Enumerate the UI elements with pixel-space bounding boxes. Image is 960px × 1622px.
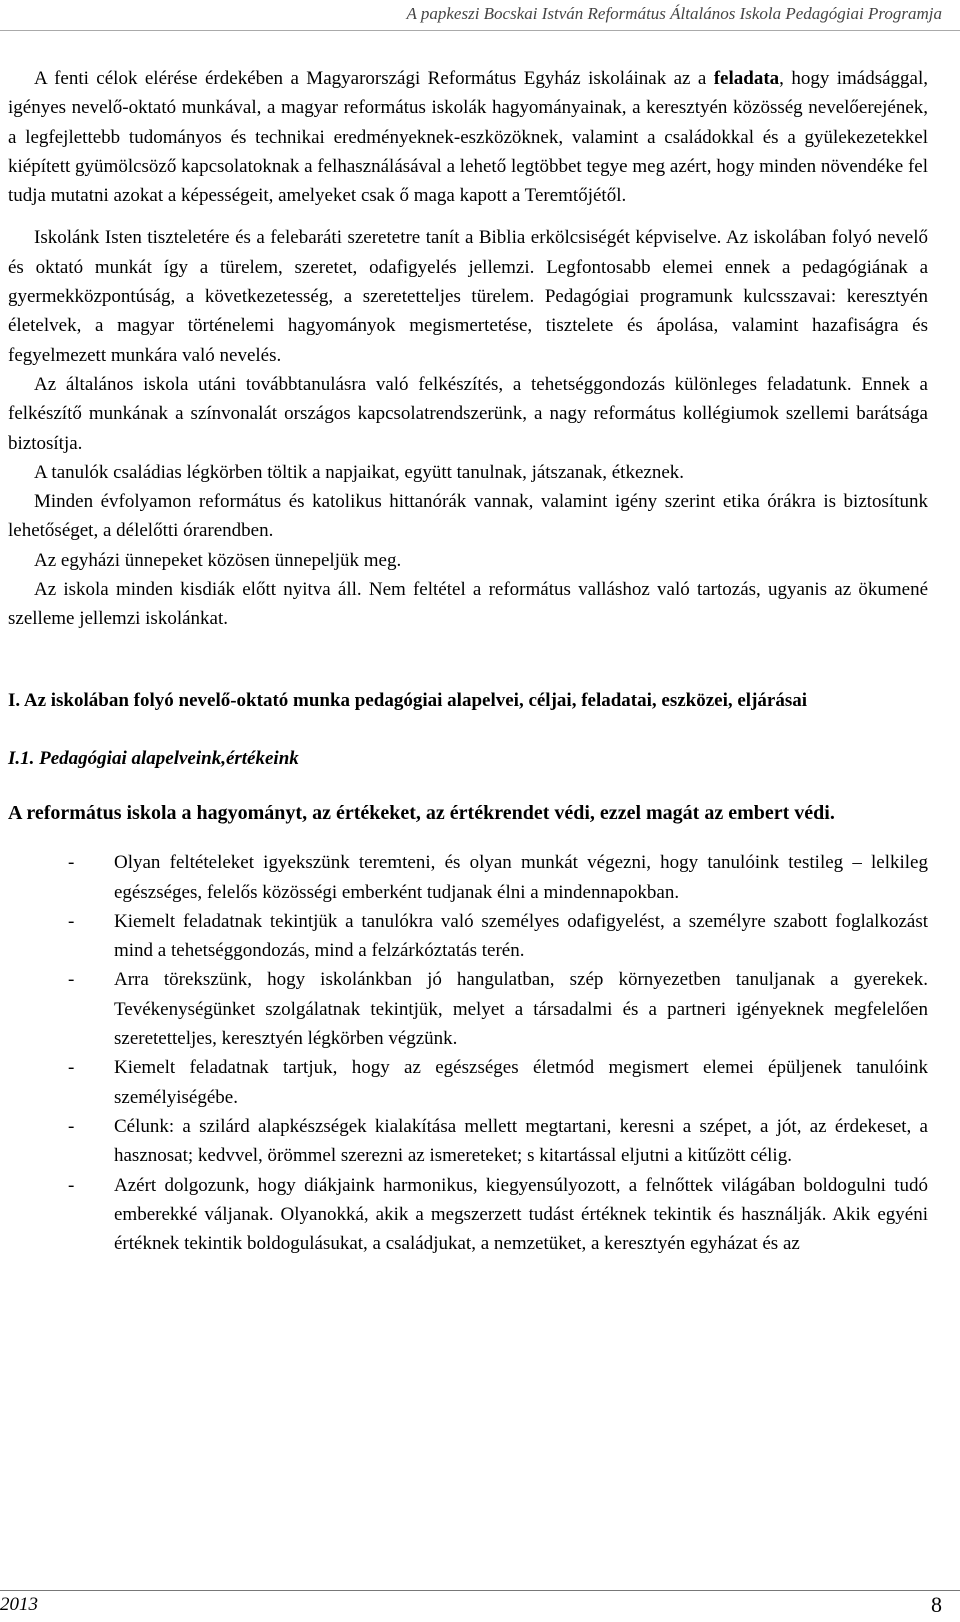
list-item-text: Célunk: a szilárd alapkészségek kialakítása mellett megtartani, keresni a szépet, a jót, az érdekeset, a hasznosat; kedvvel, örömmel szerezni az ismereteket; s kitartással eljutni a kitűzött célig. (114, 1115, 928, 1167)
footer-divider (0, 1590, 960, 1591)
section-heading: I. Az iskolában folyó nevelő-oktató munka pedagógiai alapelvei, céljai, feladatai, eszközei, eljárásai (8, 689, 808, 711)
list-dash: - (68, 910, 75, 932)
paragraph-goals-text-a: A fenti célok elérése érdekében a Magyarországi Református Egyház iskoláinak az a (34, 68, 707, 89)
list-dash: - (68, 969, 75, 991)
paragraph-family-atmosphere: A tanulók családias légkörben töltik a napjaikat, együtt tanulnak, játszanak, étkeznek. (34, 461, 685, 483)
list-item-text: Olyan feltételeket igyekszünk teremteni, és olyan munkát végezni, hogy tanulóink testileg – lelkileg egészséges, felelős közösségi emberként tudjanak élni a mindennapokban. (114, 852, 928, 903)
list-item (8, 1053, 928, 1112)
paragraph-further-education: Az általános iskola utáni továbbtanulásra való felkészítés, a tehetséggondozás különleges feladatunk. Ennek a felkészítő munkának a színvonalát országos kapcsolatrendszerünk, a nagy református kollégiumok szellemi barátsága biztosítja. (8, 373, 928, 454)
paragraph-goals (8, 64, 928, 210)
header-divider (0, 30, 960, 31)
paragraph-open-school: Az iskola minden kisdiák előtt nyitva áll. Nem feltétel a református valláshoz való tartozás, ugyanis az ökumené szelleme jellemzi iskolánkat. (8, 579, 928, 630)
list-item (8, 907, 928, 966)
paragraph-values: Iskolánk Isten tiszteletére és a felebaráti szeretetre tanít a Biblia erkölcsiségét képviselve. Az iskolában folyó nevelő és oktató munkát így a türelem, szeretet, odafigyelés jellemzi. Legfontosabb elemei ennek a pedagógiának a gyermekközpontúság, a következetesség, a szeretetteljes türelem. Pedagógiai programunk kulcsszavai: keresztyén életelvek, a magyar történelemi hagyományok megismertetése, tisztelete és ápolása, valamint hazafiságra és fegyelmezett munkára való nevelés. (8, 227, 928, 366)
paragraph-goals-text-b: , hogy imádsággal, igényes nevelő-oktató munkával, a magyar református iskolák hagyományainak, a keresztyén közösség nevelőerejének, a legfejlettebb tudományos és technikai eredményeknek-eszközöknek, valamint a családokkal és a gyülekezetekkel kiépített gyümölcsöző kapcsolatoknak a felhasználásával a lehető legtöbbet tegye meg azért, hogy minden növendéke fel tudja mutatni azokat a képességeit, amelyeket csak ő maga kapott a Teremtőjétől. (8, 68, 929, 207)
paragraph-religion-classes: Minden évfolyamon református és katolikus hittanórák vannak, valamint igény szerint etika órákra is biztosítunk lehetőséget, a délelőtti órarendben. (8, 491, 928, 542)
list-item (8, 1171, 928, 1259)
subsection-heading: I.1. Pedagógiai alapelveink,értékeink (8, 747, 299, 769)
list-item (8, 848, 928, 907)
list-item-text: Arra törekszünk, hogy iskolánkban jó hangulatban, szép környezetben tanuljanak a gyerekek. Tevékenységünket szolgálatnak tekintjük, melyet a társadalmi és a partneri igényeknek megfelelően szeretetteljes, keresztyén légkörben végzünk. (114, 969, 928, 1050)
list-dash: - (68, 852, 75, 874)
list-dash: - (68, 1057, 75, 1079)
page-header-title: A papkeszi Bocskai István Református Általános Iskola Pedagógiai Programja (406, 4, 942, 23)
principles-list (8, 848, 928, 1258)
lead-statement: A református iskola a hagyományt, az értékeket, az értékrendet védi, ezzel magát az embert védi. (8, 801, 835, 824)
list-dash: - (68, 1115, 75, 1137)
list-dash: - (68, 1174, 75, 1196)
paragraph-holidays: Az egyházi ünnepeket közösen ünnepeljük meg. (34, 549, 402, 571)
list-item (8, 965, 928, 1053)
list-item-text: Kiemelt feladatnak tartjuk, hogy az egészséges életmód megismert elemei épüljenek tanulóink személyiségébe. (114, 1057, 928, 1108)
list-item-text: Kiemelt feladatnak tekintjük a tanulókra való személyes odafigyelést, a személyre szabott foglalkozást mind a tehetséggondozás, mind a felzárkóztatás terén. (114, 910, 928, 962)
footer-year: 2013 (0, 1594, 38, 1615)
list-item-text: Azért dolgozunk, hogy diákjaink harmonikus, kiegyensúlyozott, a felnőttek világában boldogulni tudó emberekké váljanak. Olyanokká, akik a megszerzett tudást értéknek tekintik és használják. Akik egyéni értéknek tekintik boldogulásukat, a családjukat, a nemzetüket, a keresztyén egyházat és az (114, 1174, 928, 1255)
paragraph-goals-bold: feladata (713, 68, 780, 89)
page-number: 8 (931, 1592, 942, 1617)
document-body (8, 64, 928, 1258)
list-item (8, 1112, 928, 1171)
